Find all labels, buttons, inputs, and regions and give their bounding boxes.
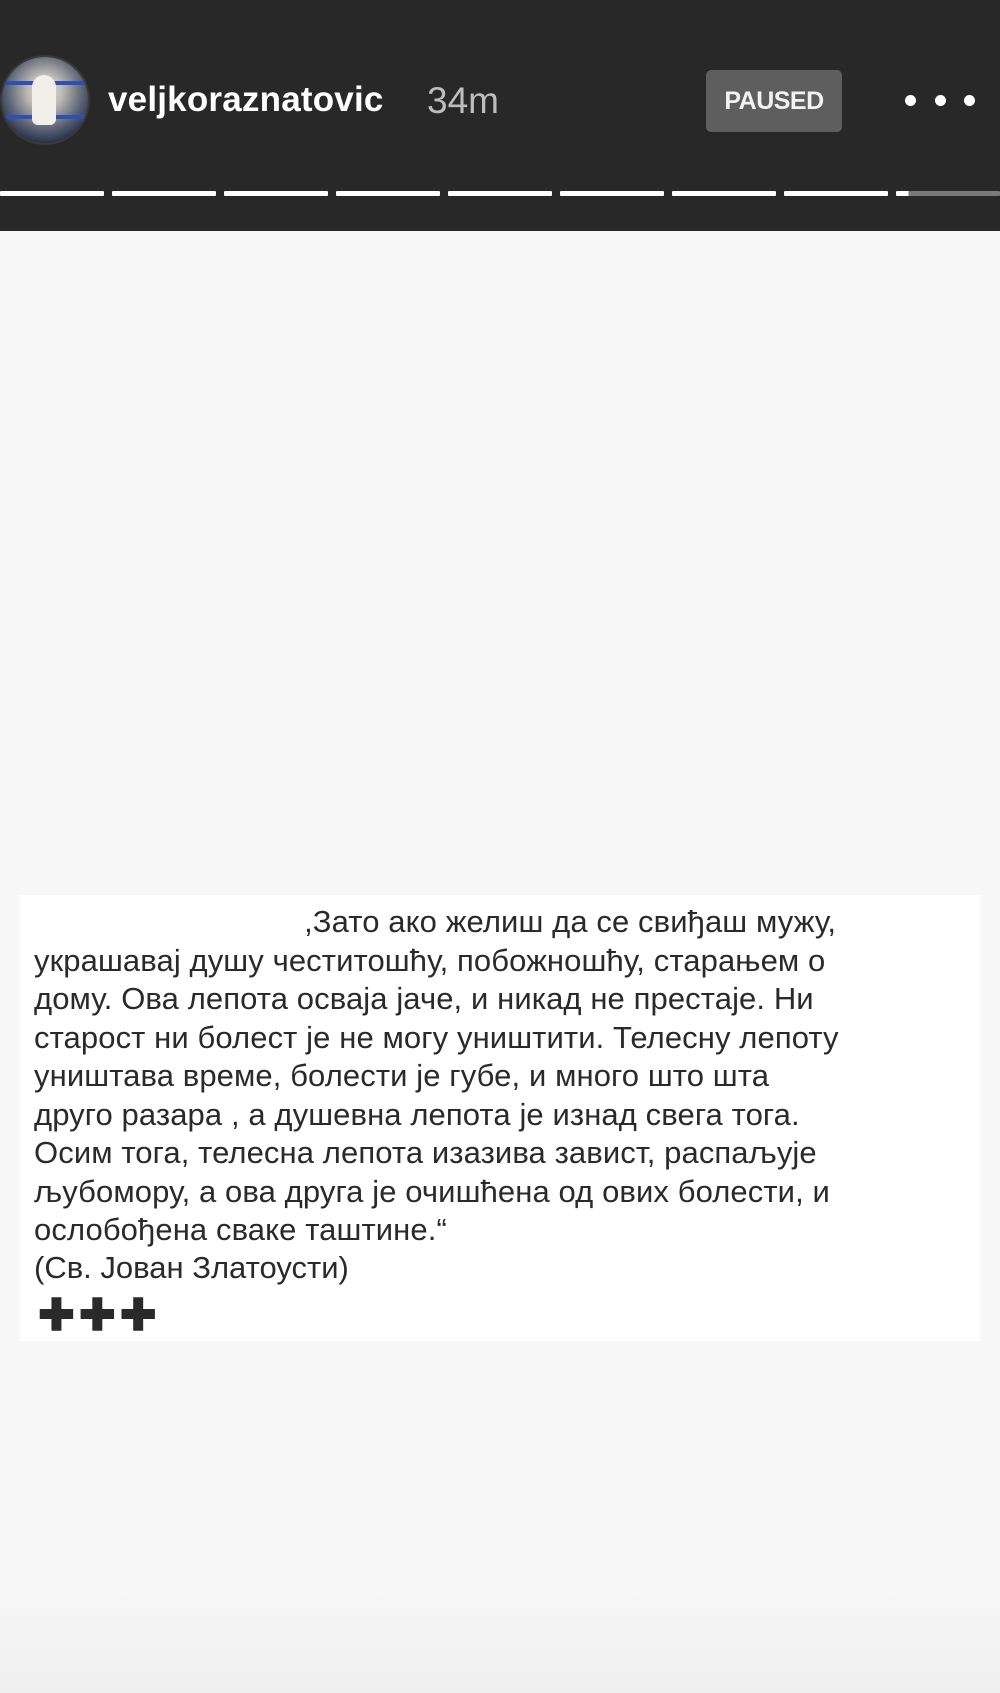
progress-segment (672, 191, 776, 196)
quote-line: ослобођена сваке таштине.“ (34, 1212, 447, 1247)
progress-segment (784, 191, 888, 196)
timestamp: 34m (427, 80, 499, 121)
progress-segment (560, 191, 664, 196)
quote-line: уништава време, болести је губе, и много што шта (34, 1058, 770, 1093)
progress-segment (0, 191, 104, 196)
quote-line: Осим тога, телесна лепота изазива завист, распаљује (34, 1135, 817, 1170)
quote-line: старост ни болест је не могу уништити. Телесну лепоту (34, 1019, 839, 1055)
quote-line: украшавај душу честитошћу, побожношћу, старањем о (34, 942, 826, 978)
paused-badge: PAUSED (706, 70, 842, 132)
bottom-fade (0, 1593, 1000, 1693)
avatar-figure (32, 75, 56, 125)
progress-segment (336, 191, 440, 196)
quote-line: дому. Ова лепота осваја јаче, и никад не престаје. Ни (34, 981, 814, 1016)
username[interactable]: veljkoraznatovic (108, 80, 384, 119)
quote-line: љубомору, а ова друга је очишћена од ових болести, и (34, 1173, 830, 1209)
more-horizontal-icon (964, 95, 975, 106)
more-horizontal-icon (905, 95, 916, 106)
avatar[interactable] (2, 57, 88, 143)
quote-card (20, 895, 980, 1341)
progress-segment (896, 191, 1000, 196)
quote-line: друго разара , а душевна лепота је изнад свега тога. (34, 1096, 800, 1132)
story-header (0, 0, 1000, 231)
more-horizontal-icon (935, 95, 946, 106)
story-progress-bar (0, 191, 1000, 196)
quote-line: ,Зато ако желиш да се свиђаш мужу, (34, 904, 837, 939)
quote-text (34, 903, 974, 1250)
progress-segment (448, 191, 552, 196)
more-options-button[interactable] (905, 80, 975, 120)
story-content[interactable] (0, 231, 1000, 1693)
cross-symbols: ✚✚✚ (38, 1291, 161, 1340)
quote-attribution: (Св. Јован Златоусти) (34, 1250, 349, 1285)
progress-segment (112, 191, 216, 196)
progress-segment (224, 191, 328, 196)
